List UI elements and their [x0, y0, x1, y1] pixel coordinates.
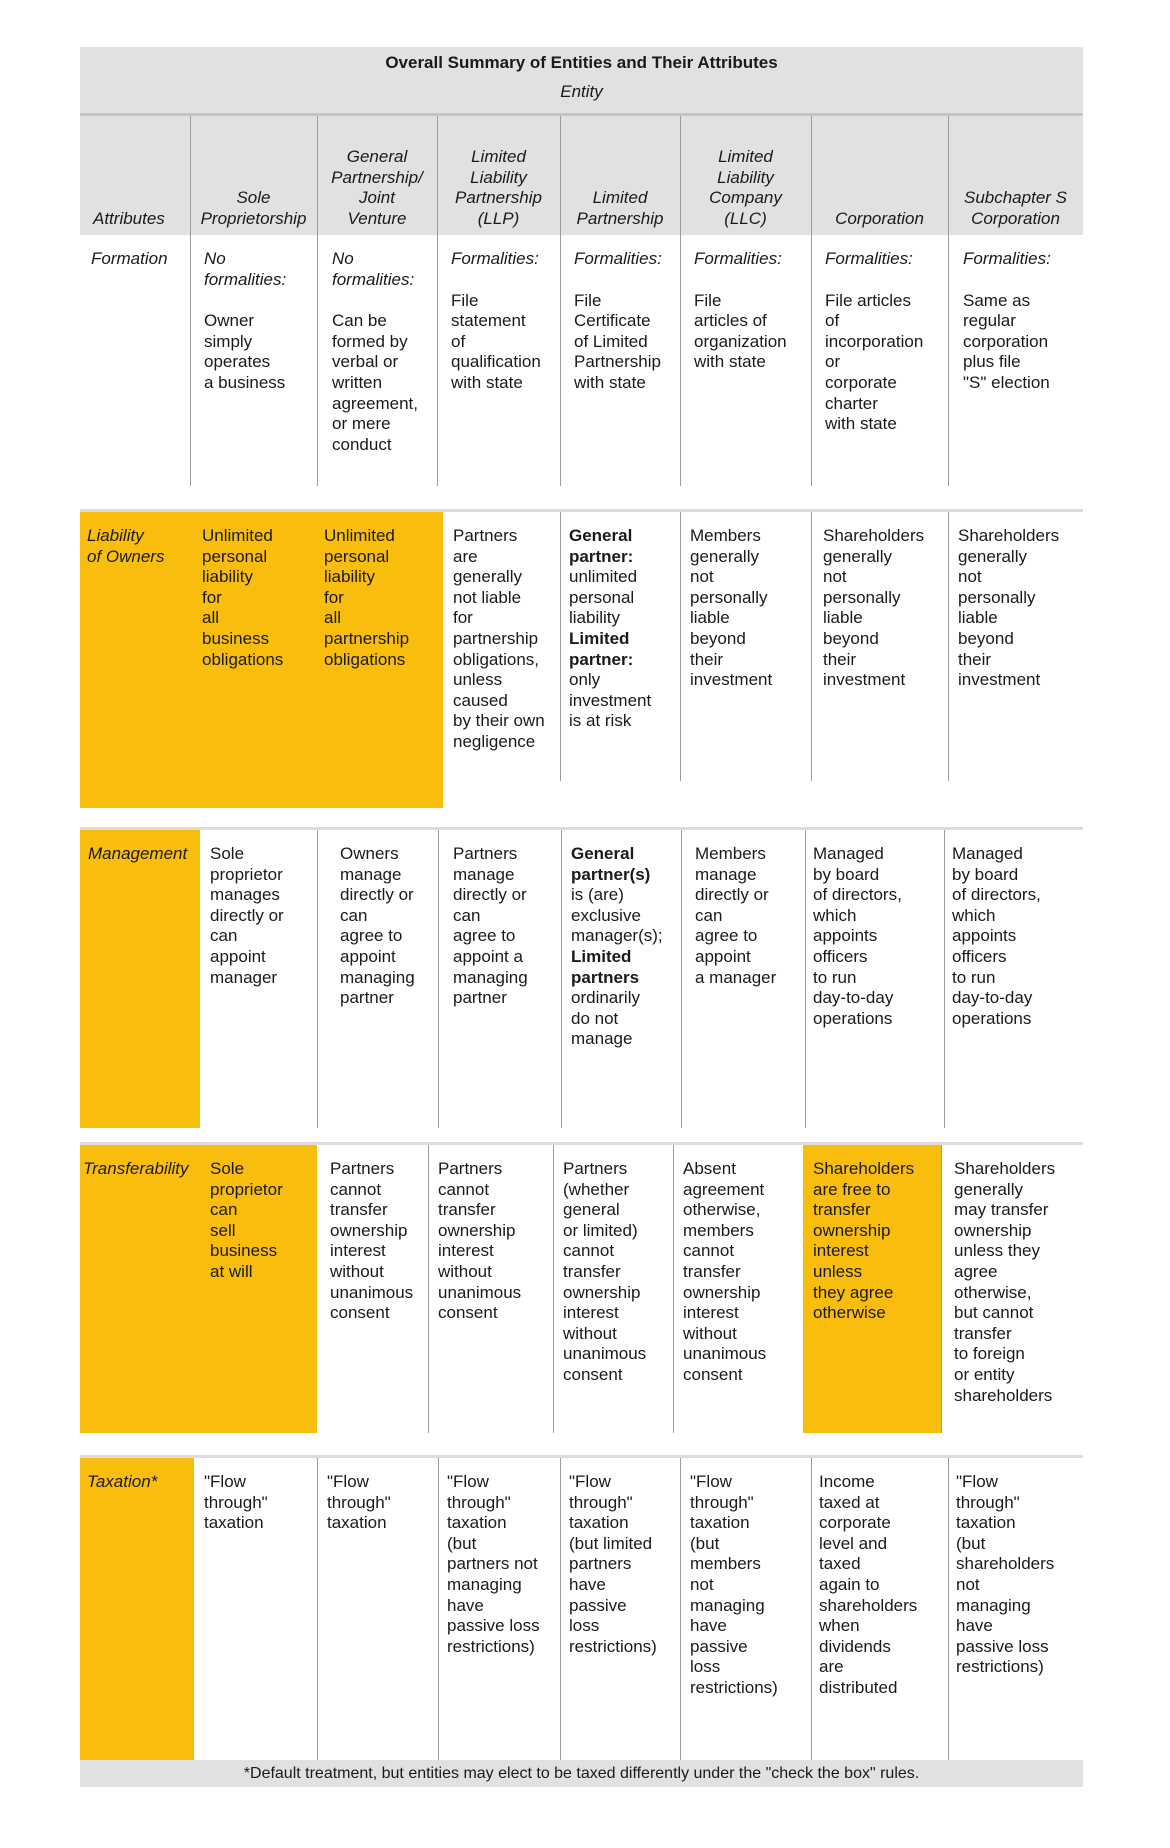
formalities-label: Formalities:: [451, 249, 539, 268]
col-header-corporation: Corporation: [835, 208, 924, 228]
cell-transferability-llc: Absent agreement otherwise, members cannot transfer ownership interest without unanimous consent: [683, 1159, 767, 1384]
column-rule: [948, 116, 949, 235]
column-rule: [317, 235, 318, 486]
cell-formation-limited-partnership: Formalities: File Certificate of Limited Partnership with state: [574, 249, 662, 392]
column-rule: [681, 830, 682, 1128]
column-rule: [673, 1145, 674, 1433]
limited-partner-label: Limited partner:: [569, 628, 634, 669]
column-rule: [190, 116, 191, 235]
column-rule: [560, 512, 561, 781]
table-subtitle: Entity: [560, 82, 603, 101]
cell-transferability-corporation: Shareholders are free to transfer ownership interest unless they agree otherwise: [803, 1145, 941, 1433]
cell-formation-corporation: Formalities: File articles of incorporation or corporate charter with state: [825, 249, 924, 434]
column-rule: [317, 116, 318, 235]
column-rule: [553, 1145, 554, 1433]
column-rule: [944, 830, 945, 1128]
col-header-llc: Limited Liability Company (LLC): [709, 147, 782, 228]
column-rule: [560, 1458, 561, 1760]
column-rule: [811, 512, 812, 781]
column-rule: [811, 116, 812, 235]
row-label-taxation: Taxation*: [80, 1458, 194, 1760]
cell-transferability-s-corporation: Shareholders generally may transfer ownership unless they agree otherwise, but cannot transfer to foreign or entity shareholders: [954, 1159, 1056, 1405]
col-header-general-partnership: General Partnership/ Joint Venture: [331, 147, 423, 228]
formalities-label: Formalities:: [825, 249, 913, 268]
cell-transferability-sole-proprietorship: Sole proprietor can sell business at will: [200, 1145, 317, 1433]
cell-formation-s-corporation: Formalities: Same as regular corporation plus file "S" election: [963, 249, 1051, 392]
row-formation: [80, 235, 1083, 530]
formalities-label: Formalities:: [694, 249, 782, 268]
cell-management-llc: Members manage directly or can agree to appoint a manager: [695, 844, 777, 987]
col-header-limited-partnership: Limited Partnership: [576, 188, 664, 228]
column-rule: [948, 512, 949, 781]
row-transferability: [80, 1145, 1083, 1433]
cell-liability-s-corporation: Shareholders generally not personally liable beyond their investment: [958, 526, 1060, 690]
col-header-sole-proprietorship: Sole Proprietorship: [200, 188, 307, 228]
cell-taxation-llp: "Flow through" taxation (but partners not managing have passive loss restrictions): [447, 1472, 540, 1656]
entity-summary-table: [80, 47, 1083, 1787]
cell-management-s-corporation: Managed by board of directors, which appoints officers to run day-to-day operations: [952, 844, 1041, 1028]
cell-liability-llc: Members generally not personally liable beyond their investment: [690, 526, 773, 690]
cell-management-corporation: Managed by board of directors, which appoints officers to run day-to-day operations: [813, 844, 902, 1028]
formalities-label: No formalities:: [204, 249, 287, 289]
cell-taxation-corporation: Income taxed at corporate level and taxed again to shareholders when dividends are distributed: [819, 1472, 918, 1697]
cell-taxation-general-partnership: "Flow through" taxation: [327, 1472, 391, 1533]
cell-taxation-s-corporation: "Flow through" taxation (but shareholders not managing have passive loss restrictions): [956, 1472, 1055, 1677]
cell-management-general-partnership: Owners manage directly or can agree to appoint managing partner: [340, 844, 415, 1008]
column-rule: [680, 235, 681, 486]
column-rule: [190, 235, 191, 486]
cell-formation-sole-proprietorship: No formalities: Owner simply operates a business: [204, 249, 287, 392]
column-rule: [560, 116, 561, 235]
cell-formation-llc: Formalities: File articles of organization with state: [694, 249, 787, 372]
column-rule: [948, 235, 949, 486]
cell-liability-sole-proprietorship: Unlimited personal liability for all business obligations: [192, 512, 317, 808]
row-management: [80, 830, 1083, 1128]
column-rule: [437, 116, 438, 235]
column-rule: [438, 830, 439, 1128]
column-rule: [941, 1145, 942, 1433]
row-taxation: [80, 1458, 1083, 1760]
cell-transferability-general-partnership: Partners cannot transfer ownership interest without unanimous consent: [330, 1159, 414, 1323]
cell-management-limited-partnership: General partner(s) is (are) exclusive manager(s); Limited partners ordinarily do not manage: [571, 844, 663, 1049]
cell-liability-general-partnership: Unlimited personal liability for all partnership obligations: [317, 512, 443, 808]
column-rule: [438, 1458, 439, 1760]
row-label-management: Management: [80, 830, 200, 1128]
row-label-transferability: Transferability: [80, 1145, 200, 1433]
column-rule: [560, 235, 561, 486]
cell-formation-llp: Formalities: File statement of qualification with state: [451, 249, 541, 392]
column-rule: [811, 1458, 812, 1760]
cell-taxation-sole-proprietorship: "Flow through" taxation: [204, 1472, 268, 1533]
col-header-llp: Limited Liability Partnership (LLP): [455, 147, 542, 228]
column-rule: [680, 1458, 681, 1760]
general-partner-label: General partner:: [569, 526, 634, 566]
limited-partners-label: Limited partners: [571, 946, 640, 987]
table-footnote: *Default treatment, but entities may elect to be taxed differently under the "check the box" rules.: [80, 1760, 1083, 1787]
cell-liability-llp: Partners are generally not liable for partnership obligations, unless caused by their own negligence: [453, 526, 545, 751]
row-liability: [80, 512, 1083, 808]
table-header: [80, 47, 1083, 235]
row-label-liability: Liability of Owners: [80, 512, 192, 808]
col-header-attributes: Attributes: [93, 208, 165, 228]
column-rule: [811, 235, 812, 486]
formalities-label: Formalities:: [963, 249, 1051, 268]
cell-taxation-limited-partnership: "Flow through" taxation (but limited partners have passive loss restrictions): [569, 1472, 657, 1656]
cell-liability-corporation: Shareholders generally not personally liable beyond their investment: [823, 526, 925, 690]
cell-transferability-limited-partnership: Partners (whether general or limited) cannot transfer ownership interest without unanimous consent: [563, 1159, 647, 1384]
column-rule: [680, 512, 681, 781]
cell-formation-general-partnership: No formalities: Can be formed by verbal or written agreement, or mere conduct: [332, 249, 418, 454]
table-title: Overall Summary of Entities and Their Attributes: [385, 53, 778, 72]
general-partners-label: General partner(s): [571, 844, 651, 884]
column-rule: [948, 1458, 949, 1760]
formalities-label: No formalities:: [332, 249, 415, 289]
column-rule: [680, 116, 681, 235]
column-rule: [437, 235, 438, 486]
cell-liability-limited-partnership: General partner: unlimited personal liability Limited partner: only investment is at risk: [569, 526, 652, 731]
row-label-formation: Formation: [91, 249, 168, 268]
column-rule: [805, 830, 806, 1128]
column-rule: [561, 830, 562, 1128]
cell-transferability-llp: Partners cannot transfer ownership interest without unanimous consent: [438, 1159, 522, 1323]
column-rule: [317, 830, 318, 1128]
column-rule: [428, 1145, 429, 1433]
column-rule: [317, 1458, 318, 1760]
formalities-label: Formalities:: [574, 249, 662, 268]
col-header-s-corporation: Subchapter S Corporation: [963, 188, 1067, 228]
cell-taxation-llc: "Flow through" taxation (but members not managing have passive loss restrictions): [690, 1472, 778, 1697]
cell-management-sole-proprietorship: Sole proprietor manages directly or can appoint manager: [210, 844, 284, 987]
cell-management-llp: Partners manage directly or can agree to appoint a managing partner: [453, 844, 528, 1008]
